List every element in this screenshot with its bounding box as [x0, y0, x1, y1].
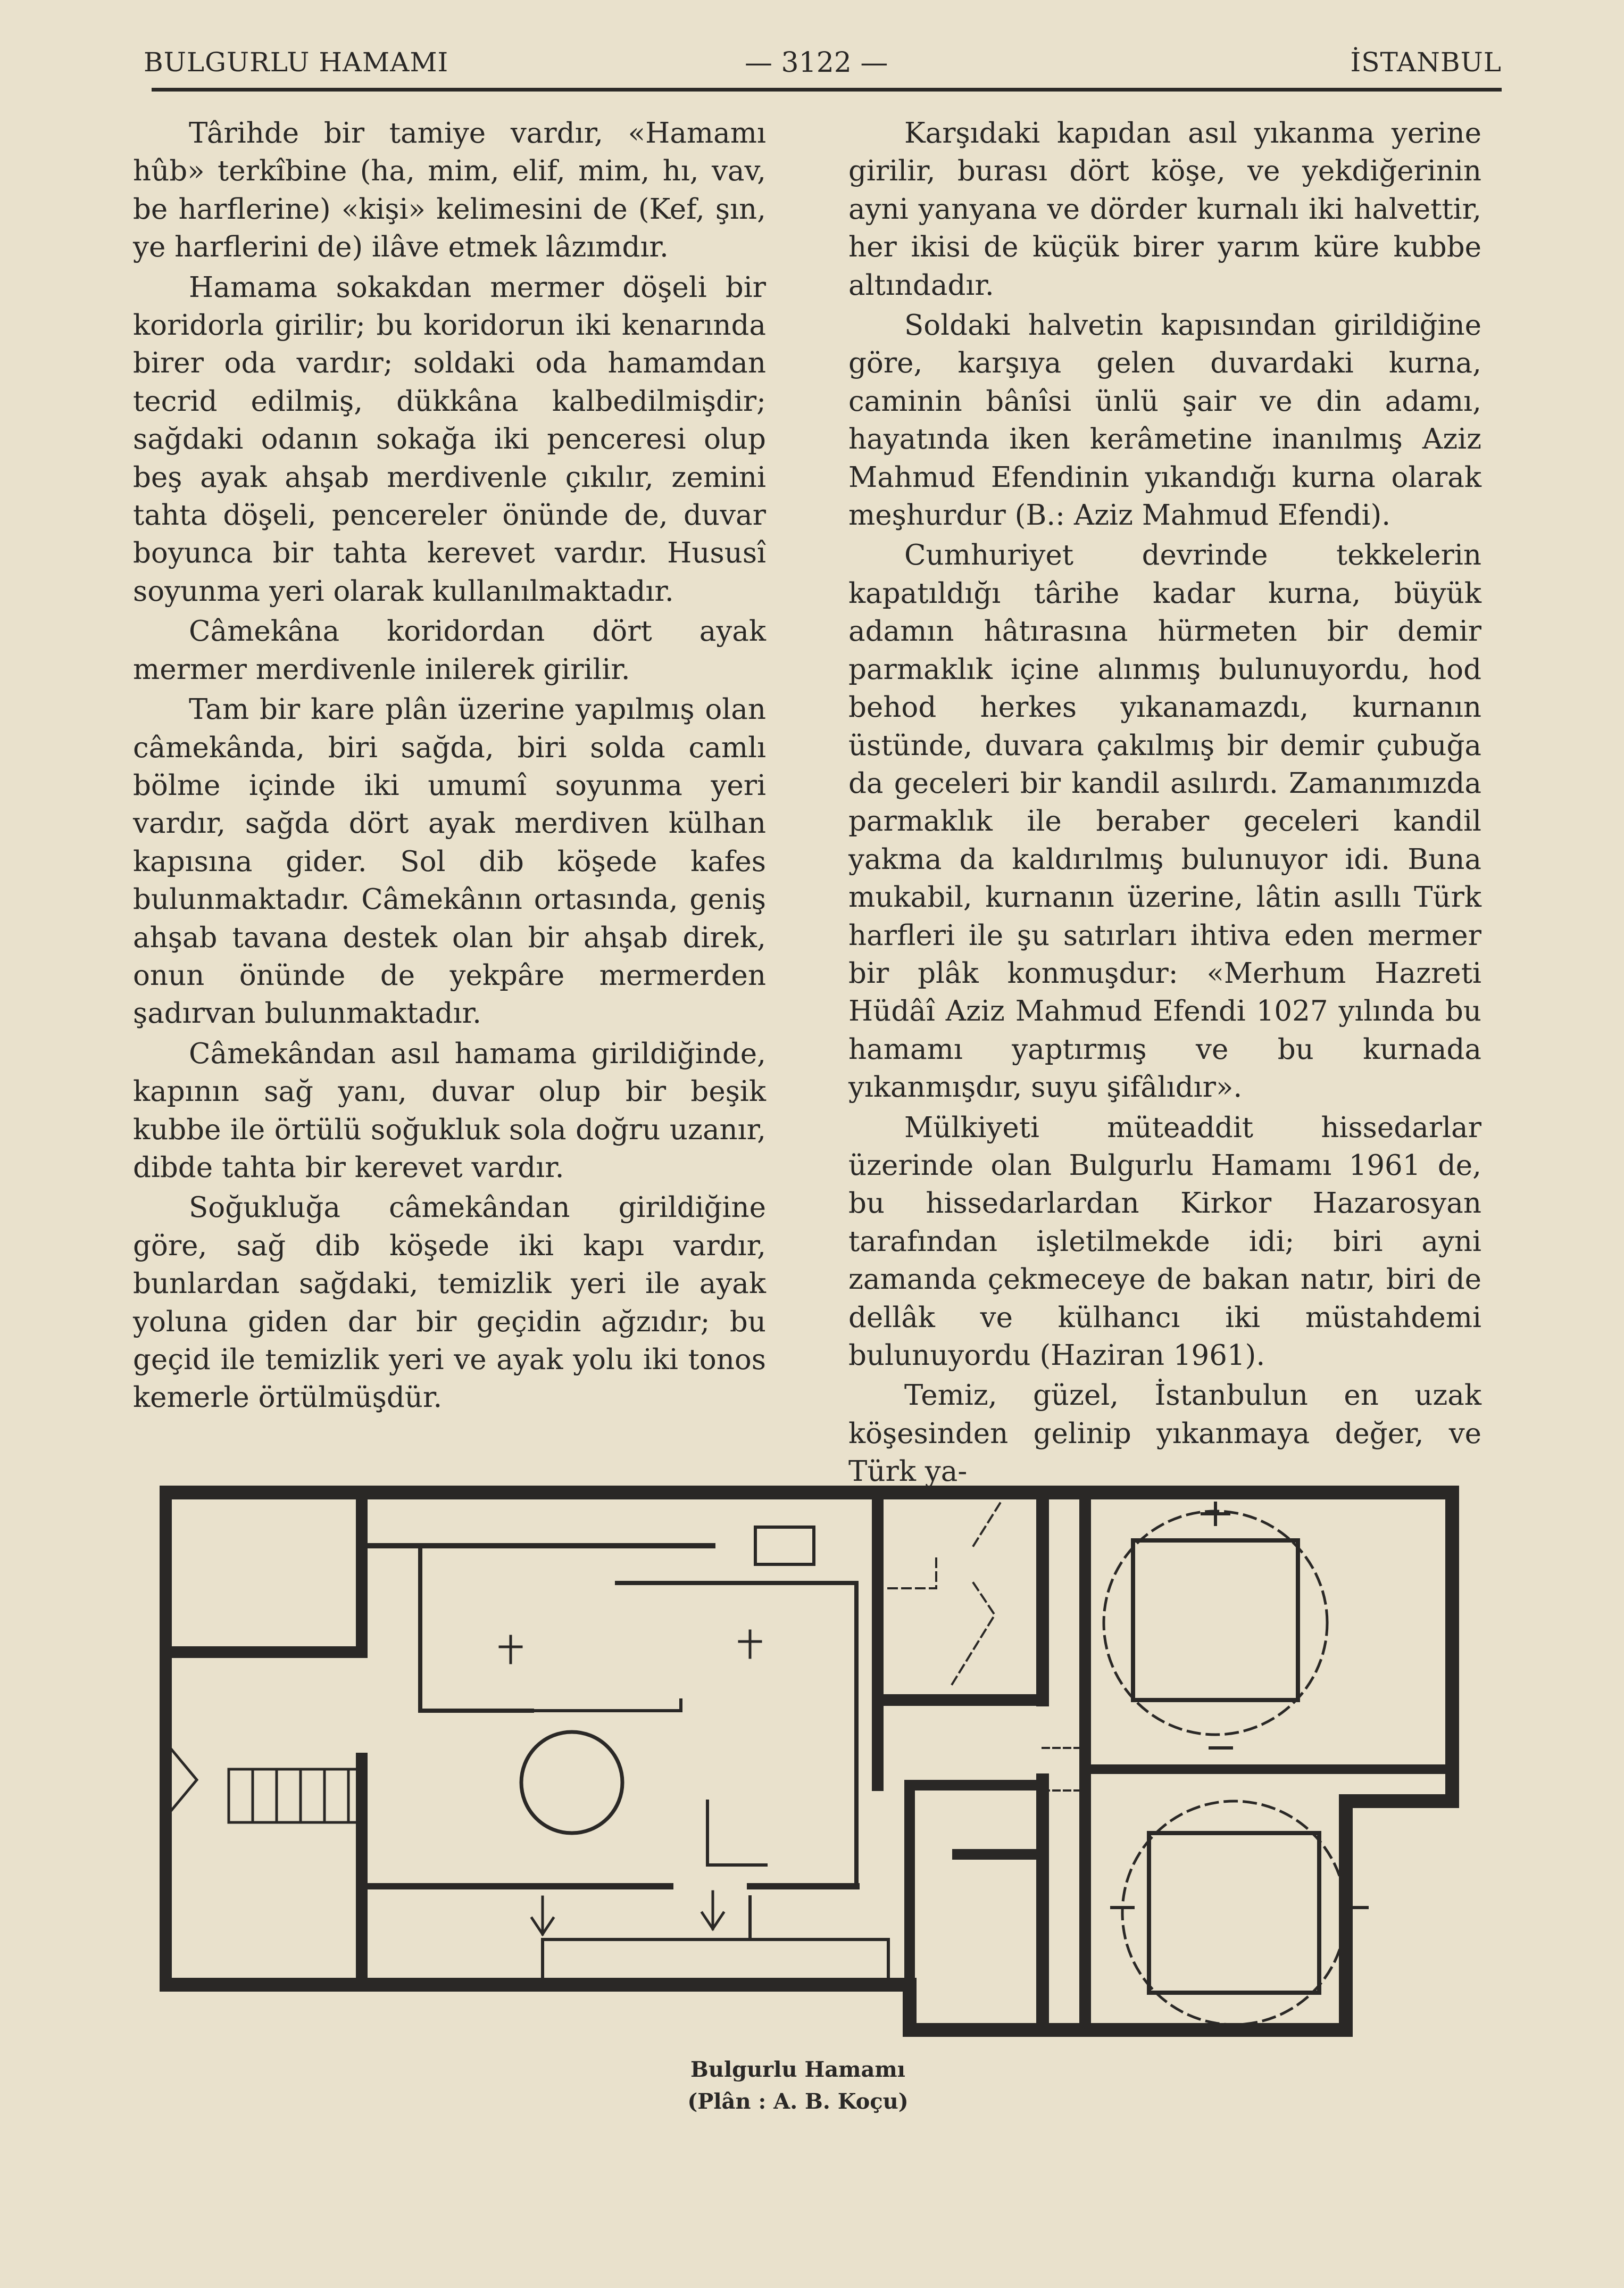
- right-paragraph-4: Mülkiyeti müteaddit hissedarlar üzerinde olan Bulgurlu Hamamı 1961 de, bu hissedarlardan Kirkor Hazarosyan tarafından işletilmekde idi; biri ayni zamanda çekmeceye de bakan natır, biri de dellâk ve külhancı iki müstahdemi bulunuyordu (Haziran 1961).: [848, 1111, 1481, 1372]
- wall-passage: [910, 1785, 1043, 2030]
- caption-credit: (Plân : A. B. Koçu): [687, 2089, 909, 2114]
- left-paragraph-3: Câmekâna koridordan dört ayak mermer merdivenle inilerek girilir.: [133, 615, 766, 686]
- floor-plan-figure: [160, 1482, 1468, 2041]
- page-number: — 3122 —: [745, 47, 888, 79]
- right-paragraph-3: Cumhuriyet devrinde tekkelerin kapatıldığı târihe kadar kurna, büyük adamın hâtırasına hürmeten bir demir parmaklık içine alınmış bulunuyordu, hod behod herkes yıkanamazdı, kurnanın üstünde, duvara çakılmış bir demir çubuğa da geceleri bir kandil asılırdı. Zamanımızda parmaklık ile beraber geceleri kandil yakma da kaldırılmış bulunuyor idi. Buna mukabil, kurnanın üzerine, lâtin asıllı Türk harfleri ile şu satırları ihtiva eden mermer bir plâk konmuşdur: «Merhum Hazreti Hüdâî Aziz Mahmud Efendi 1027 yılında bu hamamı yaptırmış ve bu kurnada yıkanmışdır, suyu şifâlıdır».: [848, 539, 1481, 1104]
- wall-left-room: [165, 1493, 362, 1985]
- halvet-2-pool: [1149, 1833, 1319, 1993]
- left-column: [133, 114, 766, 1419]
- halvet-1-pool: [1133, 1540, 1298, 1700]
- caption-title: Bulgurlu Hamamı: [690, 2057, 905, 2082]
- left-paragraph-2: Hamama sokakdan mermer döşeli bir koridorla girilir; bu koridorun iki kenarında birer oda vardır; soldaki oda hamamdan tecrid edilmiş, dükkâna kalbedilmişdir; sağdaki odanın sokağa iki penceresi olup beş ayak ahşab merdivenle çıkılır, zemini tahta döşeli, pencereler önünde de, duvar boyunca bir tahta kerevet vardır. Hususî soyunma yeri olarak kullanılmaktadır.: [133, 271, 766, 608]
- right-paragraph-1: Karşıdaki kapıdan asıl yıkanma yerine girilir, burası dört köşe, ve yekdiğerinin ayni yanyana ve dörder kurnalı iki halvettir, her ikisi de küçük birer yarım küre kubbe altındadır.: [848, 117, 1481, 302]
- header-rule: [152, 88, 1502, 92]
- running-head-section: İSTANBUL: [1350, 47, 1502, 78]
- bench: [543, 1939, 888, 1979]
- running-head-title: BULGURLU HAMAMI: [144, 47, 449, 78]
- right-column: [848, 114, 1481, 1493]
- left-paragraph-4: Tam bir kare plân üzerine yapılmış olan câmekânda, biri sağda, biri solda camlı bölme içinde iki umumî soyunma yeri vardır, sağda dört ayak merdiven külhan kapısına gider. Sol dib köşede kafes bulunmaktadır. Câmekânın ortasında, geniş ahşab tavana destek olan bir ahşab direk, onun önünde de yekpâre mermerden şadırvan bulunmaktadır.: [133, 693, 766, 1030]
- door-swing-1: [888, 1503, 1000, 1684]
- column-mark: [500, 1631, 761, 1663]
- right-paragraph-2: Soldaki halvetin kapısından girildiğine göre, karşıya gelen duvardaki kurna, caminin bânîsi ünlü şair ve din adamı, hayatında iken kerâmetine inanılmış Aziz Mahmud Efendinin yıkandığı kurna olarak meşhurdur (B.: Aziz Mahmud Efendi).: [848, 309, 1481, 532]
- floor-plan-drawing: [160, 1482, 1468, 2041]
- partition-top: [420, 1546, 856, 1881]
- sadirvan-circle: [521, 1732, 622, 1833]
- left-paragraph-1: Târihde bir tamiye vardır, «Hamamı hûb» terkîbine (ha, mim, elif, mim, hı, vav, be harflerine) «kişi» kelimesini de (Kef, şın, ye harflerini de) ilâve etmek lâzımdır.: [133, 117, 766, 264]
- stair-lines: [170, 1748, 362, 1822]
- left-paragraph-5: Câmekândan asıl hamama girildiğinde, kapının sağ yanı, duvar olup bir beşik kubbe ile örtülü soğukluk sola doğru uzanır, dibde tahta bir kerevet vardır.: [133, 1037, 766, 1184]
- step-lines: [532, 1700, 681, 1711]
- arrows: [532, 1892, 723, 1934]
- left-paragraph-6: Soğukluğa câmekândan girildiğine göre, sağ dib köşede iki kapı vardır, bunlardan sağdaki, temizlik yeri ile ayak yoluna giden dar bir geçidin ağzıdır; bu geçid ile temizlik yeri ve ayak yolu iki tonos kemerle örtülmüşdür.: [133, 1191, 766, 1414]
- small-counter: [755, 1527, 814, 1564]
- running-head: [144, 47, 1502, 89]
- wall-sogukluk: [878, 1493, 1043, 1785]
- bench-lines: [707, 1801, 766, 1939]
- figure-caption: [559, 2054, 1037, 2118]
- right-paragraph-5: Temiz, güzel, İstanbulun en uzak köşesinden gelinip yıkanmaya değer, ve Türk ya-: [848, 1379, 1481, 1488]
